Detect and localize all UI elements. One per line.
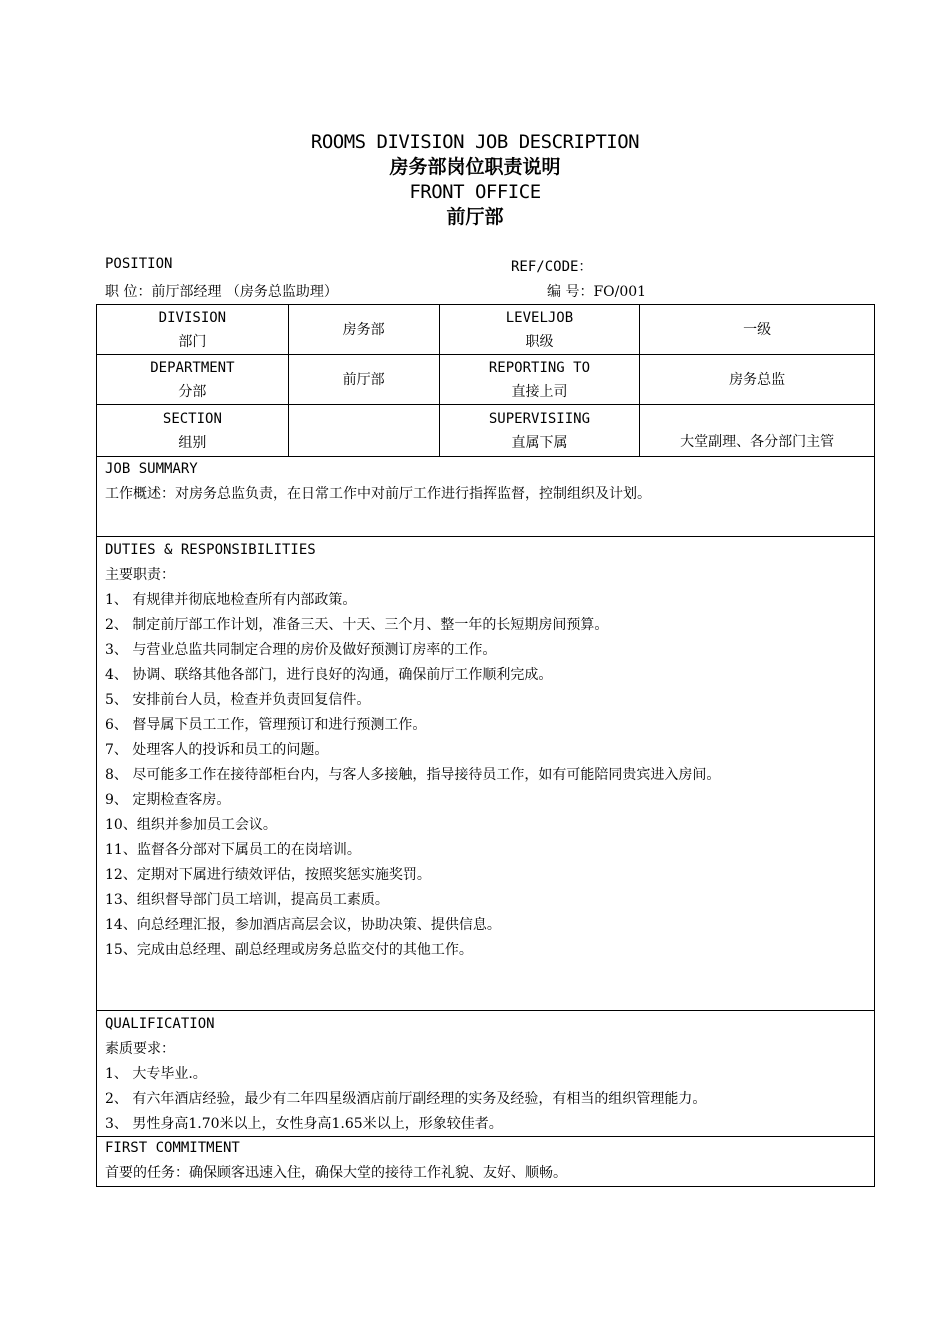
list-item: 5、 安排前台人员，检查并负责回复信件。 [105,692,371,708]
table-cell-value: 大堂副理、各分部门主管 [640,405,875,457]
list-item: 8、 尽可能多工作在接待部柜台内，与客人多接触，指导接待员工作，如有可能陪同贵宾进入房间。 [105,767,721,783]
ref-code-label-cn: 编 号：FO/001 [547,284,647,300]
list-item: 2、 制定前厅部工作计划，准备三天、十天、三个月、整一年的长短期房间预算。 [105,617,609,633]
table-row [97,355,875,405]
table-cell-label [439,355,640,405]
job-summary-section [96,455,875,537]
duties-subheading: 主要职责： [105,567,175,583]
title-line-1: ROOMS DIVISION JOB DESCRIPTION [310,131,640,153]
label-cn: 分部 [178,383,207,400]
first-commitment-text: 首要的任务：确保顾客迅速入住，确保大堂的接待工作礼貌、友好、顺畅。 [105,1165,567,1181]
label-cn: 直接上司 [511,383,568,400]
job-summary-text: 工作概述：对房务总监负责，在日常工作中对前厅工作进行指挥监督，控制组织及计划。 [105,486,651,502]
title-line-3: FRONT OFFICE [409,181,541,203]
title-line-4: 前厅部 [446,206,504,228]
position-label-en: POSITION [105,256,173,272]
label-en: DIVISION [158,309,227,326]
first-commitment-section [96,1136,875,1187]
label-cn: 职级 [525,333,554,350]
table-cell-value: 房务部 [288,305,439,355]
table-cell-label [97,355,289,405]
list-item: 14、向总经理汇报，参加酒店高层会议，协助决策、提供信息。 [105,917,501,933]
table-cell-value [288,405,439,457]
duties-section [96,536,875,1011]
table-cell-label [97,405,289,457]
list-item: 9、 定期检查客房。 [105,792,231,808]
list-item: 3、 与营业总监共同制定合理的房价及做好预测订房率的工作。 [105,642,497,658]
title-line-2: 房务部岗位职责说明 [389,156,561,178]
list-item: 12、定期对下属进行绩效评估，按照奖惩实施奖罚。 [105,867,431,883]
label-cn: 部门 [178,333,207,350]
list-item: 3、 男性身高1.70米以上，女性身高1.65米以上，形象较佳者。 [105,1116,503,1132]
list-item: 13、组织督导部门员工培训，提高员工素质。 [105,892,389,908]
table-cell-label [97,305,289,355]
first-commitment-heading: FIRST COMMITMENT [105,1140,240,1156]
list-item: 10、组织并参加员工会议。 [105,817,277,833]
table-cell-label [439,305,640,355]
label-en: REPORTING TO [488,359,591,376]
list-item: 1、 大专毕业.。 [105,1066,207,1082]
duties-heading: DUTIES & RESPONSIBILITIES [105,542,316,558]
qualification-heading: QUALIFICATION [105,1016,215,1032]
table-cell-value: 房务总监 [640,355,875,405]
list-item: 7、 处理客人的投诉和员工的问题。 [105,742,329,758]
label-cn: 直属下属 [511,434,568,451]
list-item: 2、 有六年酒店经验，最少有二年四星级酒店前厅副经理的实务及经验，有相当的组织管理能力。 [105,1091,707,1107]
info-table [96,304,875,457]
table-row [97,305,875,355]
table-cell-value: 前厅部 [288,355,439,405]
qualification-subheading: 素质要求： [105,1041,175,1057]
label-en: SECTION [162,410,222,427]
label-en: DEPARTMENT [150,359,235,376]
label-en: LEVELJOB [505,309,574,326]
table-cell-value: 一级 [640,305,875,355]
job-summary-heading: JOB SUMMARY [105,461,198,477]
ref-code-label-en: REF/CODE： [511,259,593,275]
list-item: 6、 督导属下员工工作，管理预订和进行预测工作。 [105,717,427,733]
list-item: 4、 协调、联络其他各部门，进行良好的沟通，确保前厅工作顺利完成。 [105,667,553,683]
qualification-section [96,1010,875,1137]
table-row [97,405,875,457]
position-label-cn: 职 位：前厅部经理 （房务总监助理） [105,284,338,300]
label-cn: 组别 [178,434,207,451]
list-item: 1、 有规律并彻底地检查所有内部政策。 [105,592,357,608]
document-title [0,130,950,230]
table-cell-label [439,405,640,457]
list-item: 11、监督各分部对下属员工的在岗培训。 [105,842,361,858]
duties-list [105,588,874,963]
list-item: 15、完成由总经理、副总经理或房务总监交付的其他工作。 [105,942,473,958]
label-en: SUPERVISIING [488,410,591,427]
